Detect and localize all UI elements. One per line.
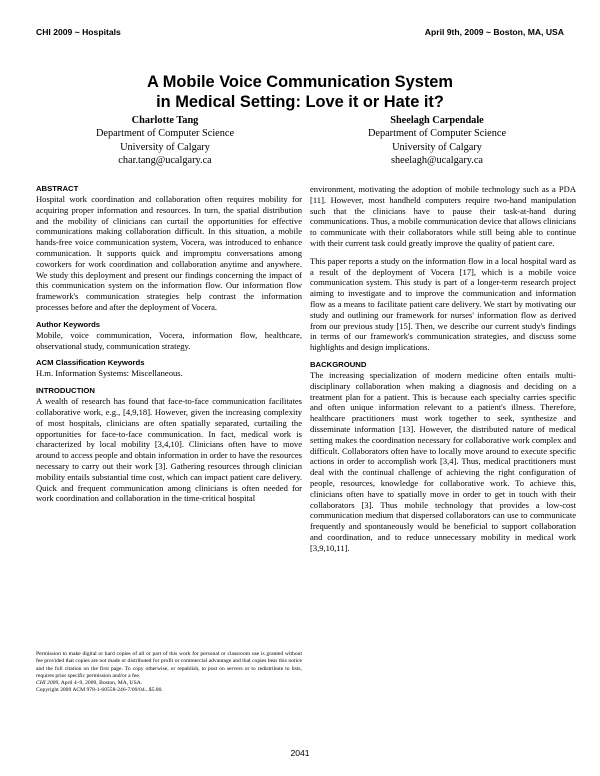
permission-text: Permission to make digital or hard copies of all or part of this work for personal or classroom use is granted without fee provided that copies are not made or distributed for profit or commercial advantage and that copies bear this notice and the full citation on the first page. To copy otherwise, or republish, to post on servers or to redistribute to lists, requires prior specific permission and/or a fee. <box>36 651 302 679</box>
background-heading: BACKGROUND <box>310 359 367 369</box>
left-column <box>36 184 302 504</box>
author-block-1 <box>40 114 290 168</box>
copyright-text: Copyright 2009 ACM 978-1-60558-246-7/09/04...$5.00. <box>36 687 163 694</box>
running-head-right: April 9th, 2009 ~ Boston, MA, USA <box>424 27 564 37</box>
conference-details: , April 4–9, 2009, Boston, MA, USA. <box>58 680 143 687</box>
author-university: University of Calgary <box>392 141 482 153</box>
background-text: The increasing specialization of modern medicine often entails multi-disciplinary collaboration when making a diagnosis and deciding on a treatment plan for a patient. This is because each specialty carries specific and often unique information relevant to a patient's illness. Therefore, healthcare practitioners must work together to seek, synthesize and disseminate information [13]. However, the distributed nature of medical setting makes the coordination necessary for collaborative work complex and difficult. Collaborators often have to locally move around to execute specific actions in order to accomplish work [3,4]. Thus, medical practitioners must deal with the continual challenge of achieving the right configuration of people, resources, knowledge for collaborative work. To achieve this, clinicians often have to spatially move in order to get in touch with their collaborators [3]. Thus mobile technology that provides a low-cost communication medium that dispersed collaborators can use to communicate frequently and spontaneously would be beneficial to support collaboration and coordination, and to reduce unnecessary mobility in medical work [3,9,10,11]. <box>310 369 576 553</box>
abstract-text: Hospital work coordination and collaboration often requires mobility for acquiring proper information and resources. In turn, the spatial distribution and the mobility of clinicians can curtail the opportunities for effective communications making collaboration difficult. In this situation, a mobile hands-free voice communication system, Vocera, was introduced to enhance communication. It supports quick and impromptu conversations among coworkers for work coordination and collaboration anytime and anywhere. We study this deployment and present our findings concerning the impact of this communication system on the information flow. Our information flow framework's communication strategies help contrast the information processes before and after the deployment of Vocera. <box>36 194 302 312</box>
acm-heading: ACM Classification Keywords <box>36 358 145 368</box>
introduction-heading: INTRODUCTION <box>36 386 95 396</box>
author-name: Charlotte Tang <box>131 115 199 126</box>
title-line-2: in Medical Setting: Love it or Hate it? <box>156 93 444 111</box>
author-department: Department of Computer Science <box>95 128 235 140</box>
right-column <box>310 184 576 554</box>
abstract-heading: ABSTRACT <box>36 184 79 193</box>
page-number: 2041 <box>290 748 310 758</box>
keywords-heading: Author Keywords <box>36 319 101 329</box>
author-block-2 <box>312 114 562 168</box>
title-line-1: A Mobile Voice Communication System <box>146 73 453 91</box>
introduction-continuation: environment, motivating the adoption of mobile technology such as a PDA [11]. However, most handheld computers require two-hand manipulation such that the clinicians have to pause their task-at-hand during communications. Thus, a mobile communication device that allows clinicians to communicate with their collaborators while still being able to continue with their current task could greatly improve the quality of patient care. <box>310 184 576 248</box>
introduction-text: A wealth of research has found that face-to-face communication facilitates collaborative work, e.g., [4,9,18]. However, given the increasing complexity of most hospitals, clinicians are often spatially separated, curtailing the opportunities for face-to-face communication. In fact, medical work is characterized by local mobility [3,4,10]. Clinicians often have to move around to access people and obtain information in order to have the resources necessary to carry out their work [3]. Gathering resources through clinician mobility entails substantial time cost, which can impact patient care delivery. Quick and frequent communication among clinicians is often needed for work coordination and collaboration in the time-critical hospital <box>36 396 302 504</box>
acm-text: H.m. Information Systems: Miscellaneous. <box>36 368 183 379</box>
author-email: sheelagh@ucalgary.ca <box>391 155 483 167</box>
running-head <box>36 27 564 39</box>
introduction-paragraph-2: This paper reports a study on the information flow in a local hospital ward as a result of the deployment of Vocera [17], which is a mobile voice communication system. This study is part of a longer-term research project aiming to investigate and to improve the communication and information flow as a means to facilitate patient care delivery. We start by motivating our study and outlining our framework for nurses' information flow as derived from our previous study [15]. Then, we describe our current study's findings in terms of our framework's communication strategies, and discuss some highlights and design implications. <box>310 255 576 353</box>
author-university: University of Calgary <box>120 141 210 153</box>
conference-name: CHI 2009 <box>36 680 59 687</box>
running-head-left: CHI 2009 ~ Hospitals <box>36 27 121 37</box>
author-department: Department of Computer Science <box>367 128 507 140</box>
permission-notice <box>36 651 302 695</box>
keywords-text: Mobile, voice communication, Vocera, information flow, healthcare, observational study, communication strategy. <box>36 329 302 351</box>
paper-title <box>0 72 600 112</box>
author-name: Sheelagh Carpendale <box>390 115 484 126</box>
author-email: char.tang@ucalgary.ca <box>118 155 212 167</box>
